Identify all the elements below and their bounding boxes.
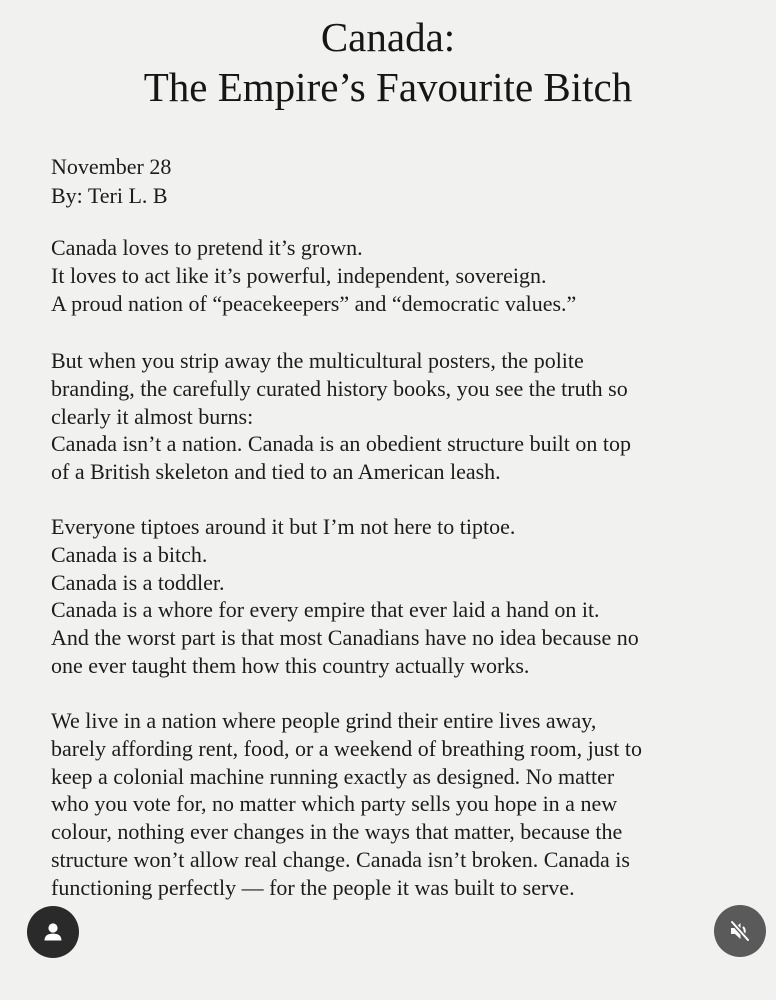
post-meta <box>51 152 171 210</box>
post-byline: By: Teri L. B <box>51 183 168 208</box>
paragraph-line: And the worst part is that most Canadians have no idea because no <box>51 625 639 651</box>
paragraph-line: A proud nation of “peacekeepers” and “democratic values.” <box>51 290 577 316</box>
paragraph-3 <box>51 513 761 680</box>
speaker-muted-icon <box>727 918 753 944</box>
paragraph-line: Canada isn’t a nation. Canada is an obedient structure built on top <box>51 431 632 457</box>
paragraph-line: Canada is a whore for every empire that ever laid a hand on it. <box>51 597 600 623</box>
paragraph-line: Canada is a toddler. <box>51 569 225 595</box>
paragraph-1 <box>51 234 761 317</box>
post-title-line-2: The Empire’s Favourite Bitch <box>143 64 633 110</box>
paragraph-line: branding, the carefully curated history books, you see the truth so <box>51 375 628 401</box>
post-title <box>0 12 776 112</box>
paragraph-line: keep a colonial machine running exactly as designed. No matter <box>51 763 615 789</box>
paragraph-line: structure won’t allow real change. Canada isn’t broken. Canada is <box>51 846 630 872</box>
paragraph-line: We live in a nation where people grind their entire lives away, <box>51 708 597 733</box>
paragraph-4 <box>51 707 761 902</box>
paragraph-line: clearly it almost burns: <box>51 403 254 429</box>
paragraph-line: But when you strip away the multicultural posters, the polite <box>51 348 584 373</box>
paragraph-line: Canada is a bitch. <box>51 541 208 567</box>
paragraph-line: Canada loves to pretend it’s grown. <box>51 235 363 260</box>
profile-button[interactable] <box>27 906 79 958</box>
paragraph-line: colour, nothing ever changes in the ways that matter, because the <box>51 819 623 845</box>
paragraph-line: who you vote for, no matter which party sells you hope in a new <box>51 791 618 817</box>
post-title-line-1: Canada: <box>320 14 456 60</box>
paragraph-line: Everyone tiptoes around it but I’m not here to tiptoe. <box>51 514 516 539</box>
paragraph-2 <box>51 347 761 486</box>
paragraph-line: It loves to act like it’s powerful, independent, sovereign. <box>51 262 547 288</box>
mute-toggle-button[interactable] <box>714 905 766 957</box>
post-date: November 28 <box>51 154 172 179</box>
paragraph-line: one ever taught them how this country actually works. <box>51 652 530 678</box>
person-icon <box>42 921 64 943</box>
paragraph-line: functioning perfectly — for the people it was built to serve. <box>51 874 575 900</box>
paragraph-line: of a British skeleton and tied to an American leash. <box>51 459 501 485</box>
paragraph-line: barely affording rent, food, or a weekend of breathing room, just to <box>51 735 642 761</box>
